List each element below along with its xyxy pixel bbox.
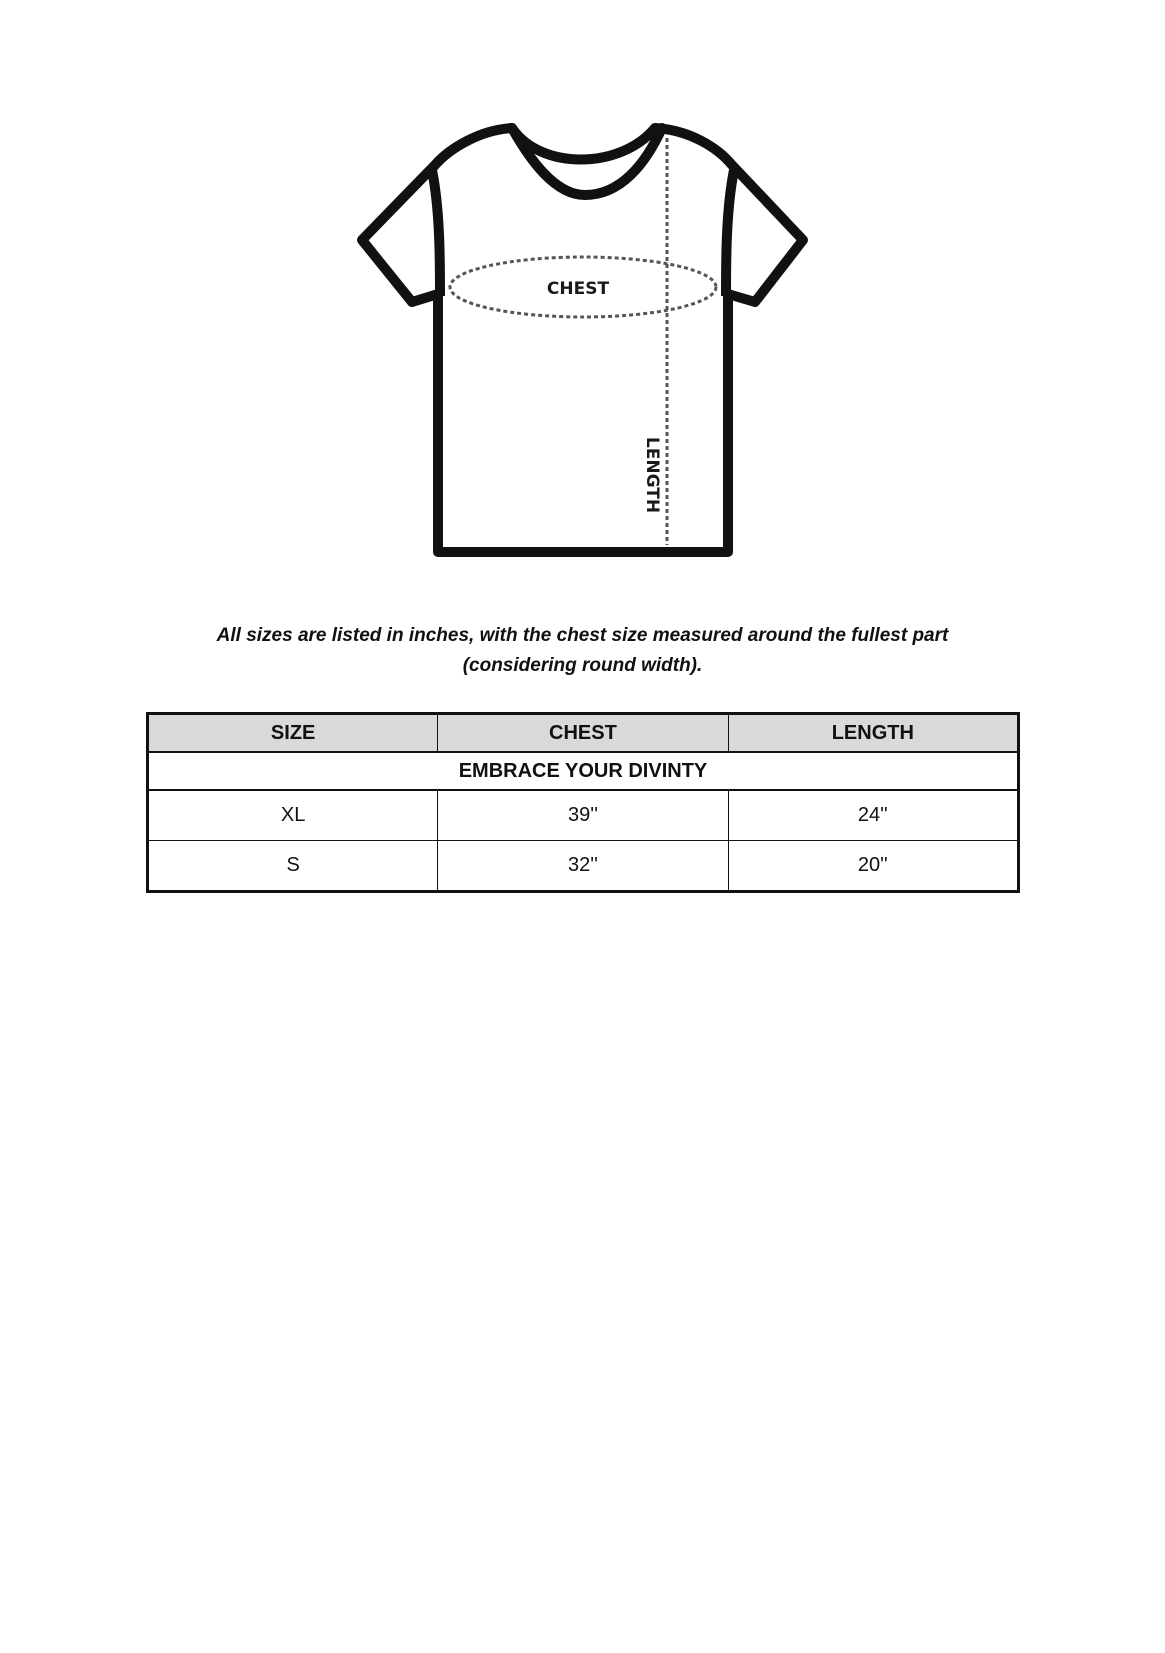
sizing-note-line-1: All sizes are listed in inches, with the chest size measured around the fullest part bbox=[216, 625, 949, 646]
table-row bbox=[148, 790, 1019, 841]
length-label: LENGTH bbox=[642, 436, 662, 514]
cell-size: XL bbox=[148, 790, 438, 841]
tshirt-measurement-diagram bbox=[0, 0, 1165, 580]
left-sleeve-seam bbox=[432, 170, 440, 296]
header-length: LENGTH bbox=[728, 714, 1018, 753]
table-header-row bbox=[148, 714, 1019, 753]
tshirt-icon bbox=[0, 0, 1165, 580]
chest-label: CHEST bbox=[546, 279, 610, 299]
header-size: SIZE bbox=[148, 714, 438, 753]
cell-chest: 32'' bbox=[438, 841, 728, 892]
brand-row bbox=[148, 752, 1019, 790]
brand-name: EMBRACE YOUR DIVINTY bbox=[148, 752, 1019, 790]
header-chest: CHEST bbox=[438, 714, 728, 753]
cell-size: S bbox=[148, 841, 438, 892]
right-sleeve-seam bbox=[726, 170, 734, 296]
size-chart-table bbox=[146, 712, 1020, 893]
cell-chest: 39'' bbox=[438, 790, 728, 841]
cell-length: 20'' bbox=[728, 841, 1018, 892]
cell-length: 24'' bbox=[728, 790, 1018, 841]
sizing-note-line-2: (considering round width). bbox=[462, 655, 703, 676]
table-row bbox=[148, 841, 1019, 892]
sizing-note bbox=[150, 621, 1015, 681]
